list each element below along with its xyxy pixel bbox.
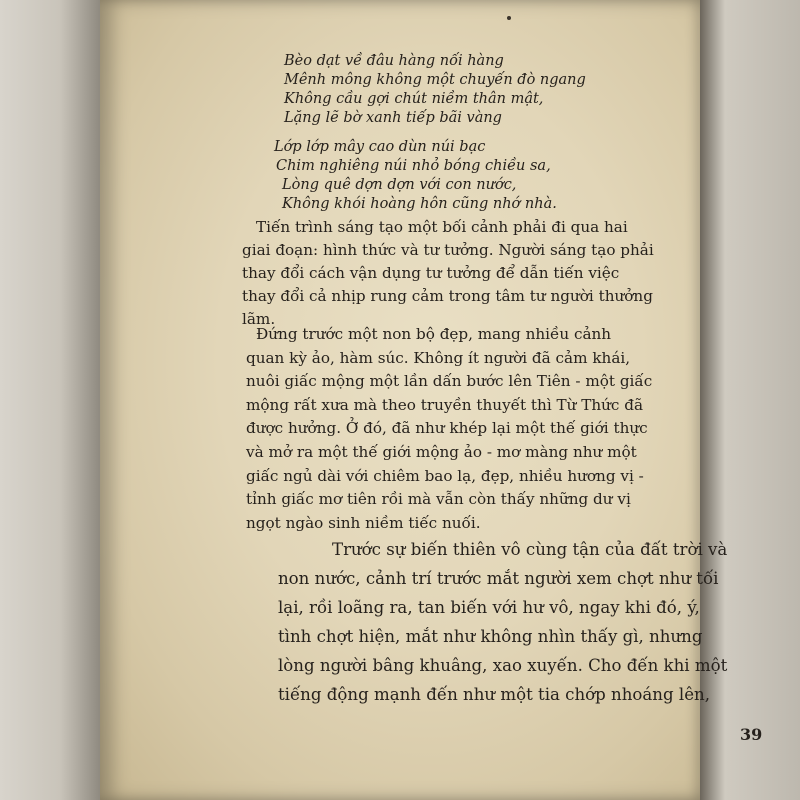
text-line: giai đoạn: hình thức và tư tưởng. Người sáng tạo phải	[242, 241, 654, 259]
poem-line: Không cầu gợi chút niềm thân mật,	[284, 91, 544, 107]
text-line: lòng người bâng khuâng, xao xuyến. Cho đến khi một	[278, 656, 728, 675]
text-line: tỉnh giấc mơ tiên rồi mà vẫn còn thấy những dư vị	[246, 490, 631, 509]
text-line: quan kỳ ảo, hàm súc. Không ít người đã cảm khái,	[246, 348, 631, 367]
poem-stanza-2	[274, 138, 557, 214]
text-line: non nước, cảnh trí trước mắt người xem chợt như tối	[278, 569, 719, 588]
poem-line: Không khói hoàng hôn cũng nhớ nhà.	[282, 196, 557, 212]
text-line: tình chợt hiện, mắt như không nhìn thấy gì, nhưng	[278, 627, 703, 646]
page-number: 39	[740, 725, 763, 744]
paragraph-creative-process	[242, 216, 654, 331]
book-page	[100, 0, 763, 800]
text-line: được hưởng. Ở đó, đã như khép lại một thế giới thực	[246, 419, 648, 438]
poem-line: Lặng lẽ bờ xanh tiếp bãi vàng	[284, 110, 502, 126]
text-line: Đứng trước một non bộ đẹp, mang nhiều cảnh	[256, 325, 612, 343]
text-line: Tiến trình sáng tạo một bối cảnh phải đi qua hai	[256, 218, 628, 236]
text-line: lãm.	[242, 310, 276, 328]
poem-line: Mênh mông không một chuyến đò ngang	[284, 72, 586, 88]
poem-line: Lớp lớp mây cao dùn núi bạc	[274, 139, 486, 155]
text-line: lại, rồi loãng ra, tan biến với hư vô, ngay khi đó, ý,	[278, 598, 700, 617]
paragraph-heaven-earth	[278, 535, 727, 709]
text-line: nuôi giấc mộng một lần dấn bước lên Tiên - một giấc	[246, 372, 653, 391]
facing-page-edge	[0, 0, 104, 800]
paragraph-bonsai-dream	[242, 323, 652, 535]
text-line: ngọt ngào sinh niềm tiếc nuối.	[246, 513, 481, 532]
text-line: giấc ngủ dài với chiêm bao lạ, đẹp, nhiều hương vị -	[246, 466, 644, 485]
text-line: và mở ra một thế giới mộng ảo - mơ màng như một	[246, 442, 637, 461]
ink-speck	[507, 16, 511, 20]
poem-line: Lòng quê dợn dợn với con nước,	[282, 177, 517, 193]
text-line: Trước sự biến thiên vô cùng tận của đất trời và	[332, 540, 728, 559]
text-line: thay đổi cách vận dụng tư tưởng để dẫn tiến việc	[242, 264, 620, 282]
poem-line: Chim nghiêng núi nhỏ bóng chiều sa,	[276, 158, 551, 174]
poem-stanza-1	[284, 52, 586, 128]
text-line: thay đổi cả nhịp rung cảm trong tâm tư người thưởng	[242, 287, 653, 305]
text-line: mộng rất xưa mà theo truyền thuyết thì Từ Thức đã	[246, 395, 644, 414]
poem-line: Bèo dạt về đâu hàng nối hàng	[284, 53, 504, 69]
text-line: tiếng động mạnh đến như một tia chớp nhoáng lên,	[278, 685, 710, 704]
